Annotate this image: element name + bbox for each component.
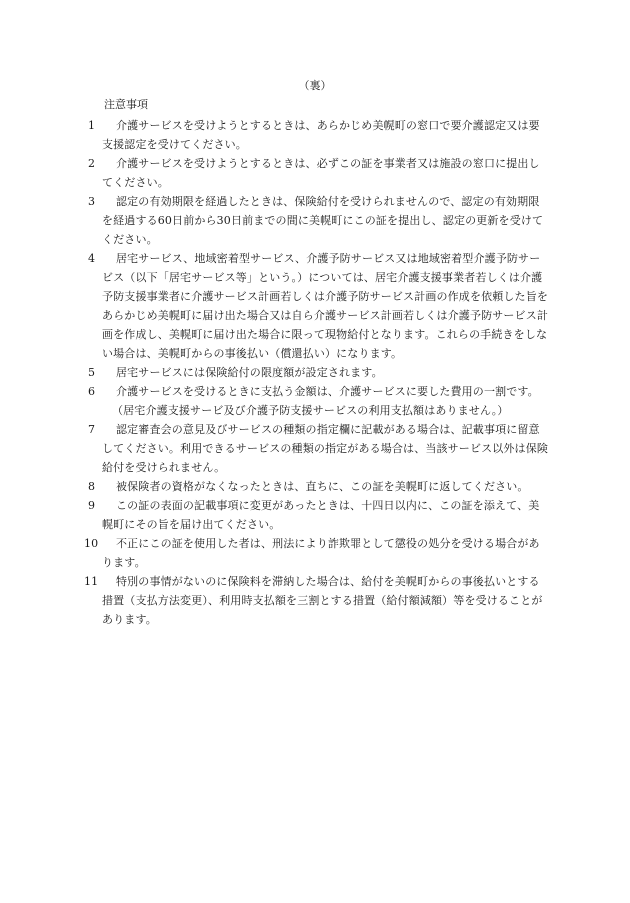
- note-number: 2: [88, 157, 96, 170]
- note-item: [84, 534, 548, 572]
- note-text: 不正にこの証を使用した者は、刑法により詐欺罪として懲役の処分を受ける場合があります。: [102, 537, 540, 569]
- note-item: [88, 496, 548, 534]
- note-number: 1: [88, 119, 96, 132]
- note-item: [88, 116, 548, 154]
- note-number: 3: [88, 195, 96, 208]
- note-number: 8: [88, 480, 96, 493]
- note-item: [84, 572, 548, 629]
- note-number: 5: [88, 366, 96, 379]
- note-text: 認定の有効期限を経過したときは、保険給付を受けられませんので、認定の有効期限を経過する60日前から30日前までの間に美幌町にこの証を提出し、認定の更新を受けてください。: [102, 195, 544, 246]
- note-text: この証の表面の記載事項に変更があったときは、十四日以内に、この証を添えて、美幌町にその旨を届け出てください。: [102, 499, 540, 531]
- note-text: 介護サービスを受けるときに支払う金額は、介護サービスに要した費用の一割です。: [116, 385, 539, 398]
- note-text: 被保険者の資格がなくなったときは、直ちに、この証を美幌町に返してください。: [116, 480, 529, 493]
- note-subtext: （居宅介護支援サービ及び介護予防支援サービスの利用支払額はありません。）: [112, 404, 509, 417]
- notes-list: [84, 116, 548, 629]
- note-item: [88, 154, 548, 192]
- note-text: 認定審査会の意見及びサービスの種類の指定欄に記載がある場合は、記載事項に留意してください。利用できるサービスの種類の指定がある場合は、当該サービス以外は保険給付を受けられません。: [102, 423, 548, 474]
- note-item: [88, 420, 548, 477]
- note-item: [88, 249, 548, 363]
- note-text: 居宅サービス、地域密着型サービス、介護予防サービス又は地域密着型介護予防サービス（以下「居宅サービス等」という。）については、居宅介護支援事業者若しくは介護予防支援事業者に介護サービス計画若しくは介護予防サービス計画の作成を依頼した旨をあらかじめ美幌町に届け出た場合又は自ら介護サービス計画若しくは介護予防サービス計画を作成し、美幌町に届け出た場合に限って現物給付となります。これらの手続きをしない場合は、美幌町からの事後払い（償還払い）になります。: [102, 252, 548, 360]
- note-number: 4: [88, 252, 96, 265]
- note-item: [88, 192, 548, 249]
- note-number: 9: [88, 499, 96, 512]
- note-number: 6: [88, 385, 96, 398]
- note-text: 介護サービスを受けようとするときは、あらかじめ美幌町の窓口で要介護認定又は要支援認定を受けてください。: [102, 119, 540, 151]
- note-text: 特別の事情がないのに保険料を滞納した場合は、給付を美幌町からの事後払いとする措置（支払方法変更）、利用時支払額を三割とする措置（給付額減額）等を受けることがあります。: [102, 575, 543, 626]
- note-text: 居宅サービスには保険給付の限度額が設定されます。: [116, 366, 383, 379]
- note-number: 10: [84, 537, 99, 550]
- note-item: [88, 477, 548, 496]
- side-label: （裏）: [298, 79, 332, 92]
- note-item: [88, 382, 548, 420]
- note-item: [88, 363, 548, 382]
- note-number: 11: [84, 575, 99, 588]
- note-text: 介護サービスを受けようとするときは、必ずこの証を事業者又は施設の窓口に提出してください。: [102, 157, 540, 189]
- note-number: 7: [88, 423, 96, 436]
- notes-heading: 注意事項: [104, 98, 148, 111]
